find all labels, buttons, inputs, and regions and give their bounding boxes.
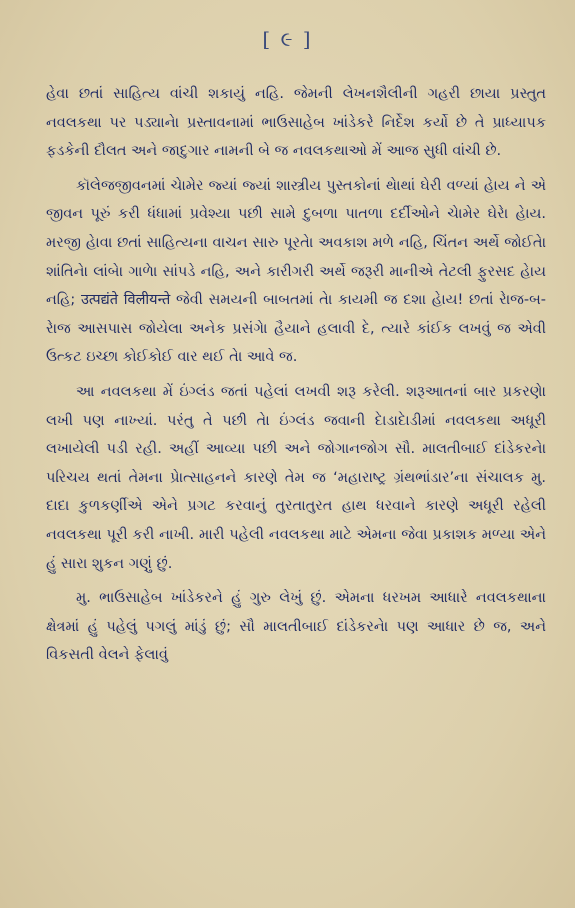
paragraph-novel-origin: આ નવલકથા મેં ઇંગ્લંડ જતાં પહેલાં લખવી શરૂ કરેલી. શરૂઆતનાં બાર પ્રકરણેા લખી પણ નાખ્યાં. પરંતુ તે પછી તેા ઇંગ્લંડ જવાની દેાડાદેાડીમાં નવલકથા અધૂરી લખાયેલી પડી રહી. અહીં આવ્યા પછી અને જોગાનજોગ સૌ. માલતીબાઈ દાંડેકરનેા પરિચય થતાં તેમના પ્રેાત્સાહનને કારણે તેમ જ ‘મહારાષ્ટ્ર ગ્રંથભાંડાર’ના સંચાલક મુ. દાદા કુળકર્ણીએ એને પ્રગટ કરવાનું તુરતાતુરત હાથ ધરવાને કારણે અધૂરી રહેલી નવલકથા પૂરી કરી નાખી. મારી પહેલી નવલકથા માટે એમના જેવા પ્રકાશક મળ્યા એને હું સારા શુકન ગણું છું. bbox=[46, 383, 546, 572]
paragraph-continuation: હેવા છતાં સાહિત્ય વાંચી શકાયું નહિ. જેમની લેખનશૈલીની ગહરી છાયા પ્રસ્તુત નવલકથા પર પડ્યાનેા પ્રસ્તાવનામાં ભાઉસાહેબ ખાંડેકરે નિર્દેશ કર્યો છે તે પ્રાધ્યાપક ફડકેની દૌલત અને જાદુગાર નામની બે જ નવલકથાઓ મેં આજ સુધી વાંચી છે. bbox=[46, 86, 546, 160]
paragraph-college-life: કૉલેજજીવનમાં ચેામેર જ્યાં જ્યાં શાસ્ત્રીય પુસ્તકોનાં થેાથાં ઘેરી વળ્યાં હેાય ને એ જીવન પૂરું કરી ધંધામાં પ્રવેશ્યા પછી સામે દુબળા પાતળા દર્દીઓને ચેામેર ઘેરેા હેાય. મરજી હેાવા છતાં સાહિત્યના વાચન સારુ પૂરતેા અવકાશ મળે નહિ, ચિંતન અર્થે જોઈતેા શાંતિનેા લાંબેા ગાળેા સાંપડે નહિ, અને કારીગરી અર્થે જરૂરી માનીએ તેટલી ફુરસદ હેાય નહિ; उत्पद्यंते विलीयन्ते જેવી સમયની બાબતમાં તેા કાયમી જ દશા હેાય! છતાં રેાજ-બ-રેાજ આસપાસ જોયેલા અનેક પ્રસંગેા હૈયાને હલાવી દે, ત્યારે કાંઈક લખવું જ એવી ઉત્કટ ઇચ્છા કોઈકોઈ વાર થઈ તેા આવે જ. bbox=[46, 177, 546, 366]
page-number: [ ૯ ] bbox=[262, 27, 313, 51]
page-body bbox=[46, 80, 546, 670]
paragraph-acknowledgement: મુ. ભાઉસાહેબ ખાંડેકરને હું ગુરુ લેખું છું. એમના ધરખમ આધારે નવલકથાના ક્ષેત્રમાં હું પહેલું પગલું માંડું છું; સૌ માલતીબાઈ દાંડેકરનેા પણ આધાર છે જ, અને વિકસતી વેલને ફેલાવું bbox=[46, 590, 546, 664]
